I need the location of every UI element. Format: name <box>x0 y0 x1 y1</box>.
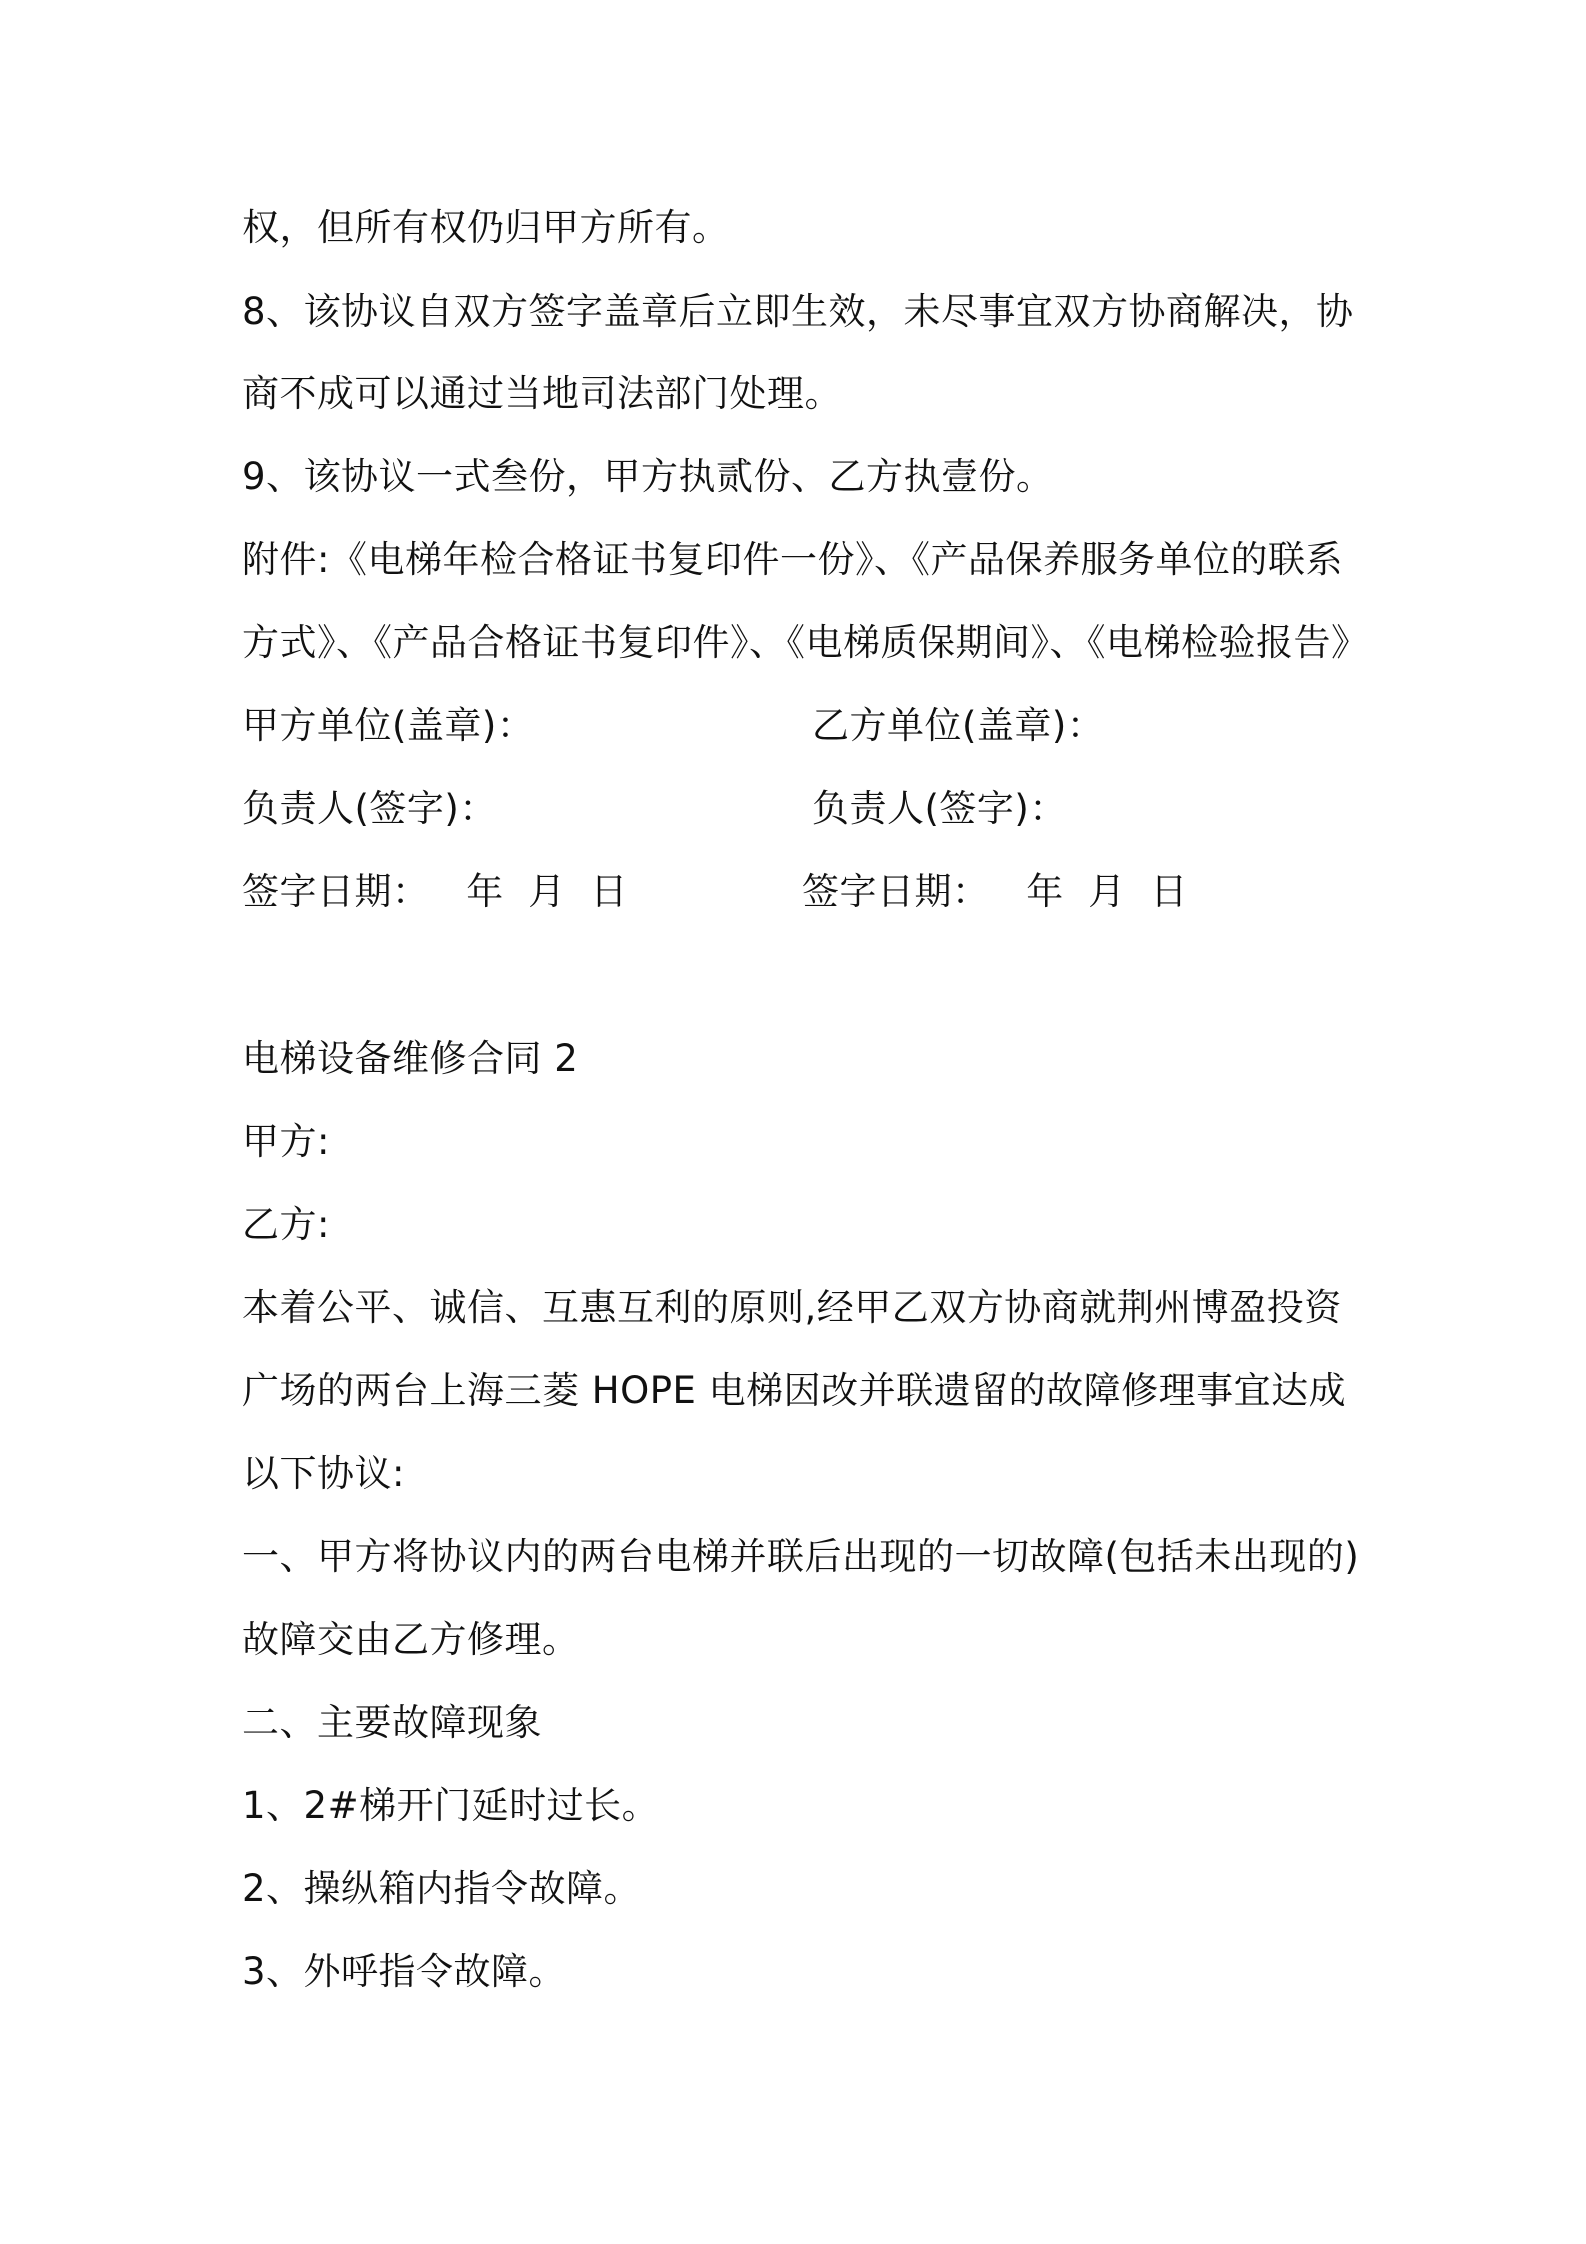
contract-2-party-b: 乙方: <box>242 1203 330 1246</box>
fault-item: 3、外呼指令故障。 <box>242 1950 567 1993</box>
fault-item: 2、操纵箱内指令故障。 <box>242 1867 642 1910</box>
attachment-line: 附件:《电梯年检合格证书复印件一份》、《产品保养服务单位的联系 <box>242 538 1343 581</box>
clause-1-line: 一、甲方将协议内的两台电梯并联后出现的一切故障(包括未出现的) <box>242 1535 1360 1578</box>
party-b-date-label: 签字日期： 年 月 日 <box>802 870 1188 913</box>
attachment-continuation: 方式》、《产品合格证书复印件》、《电梯质保期间》、《电梯检验报告》 <box>242 621 1369 664</box>
intro-line: 本着公平、诚信、互惠互利的原则,经甲乙双方协商就荆州博盈投资 <box>242 1286 1342 1329</box>
intro-line: 广场的两台上海三菱 HOPE 电梯因改并联遗留的故障修理事宜达成 <box>242 1369 1347 1412</box>
body-text-line: 权，但所有权仍归甲方所有。 <box>242 206 730 249</box>
party-a-unit-label: 甲方单位(盖章)： <box>242 704 535 747</box>
contract-2-title: 电梯设备维修合同 2 <box>242 1037 579 1080</box>
party-b-person-label: 负责人(签字)： <box>812 787 1067 830</box>
party-a-person-label: 负责人(签字)： <box>242 787 497 830</box>
clause-1-line: 故障交由乙方修理。 <box>242 1618 580 1661</box>
intro-line: 以下协议: <box>242 1452 405 1495</box>
party-b-unit-label: 乙方单位(盖章)： <box>812 704 1105 747</box>
party-a-date-label: 签字日期： 年 月 日 <box>242 870 628 913</box>
contract-2-party-a: 甲方: <box>242 1120 330 1163</box>
clause-2-heading: 二、主要故障现象 <box>242 1701 542 1744</box>
clause-9-line: 9、该协议一式叁份，甲方执贰份、乙方执壹份。 <box>242 455 1054 498</box>
clause-8-continuation: 商不成可以通过当地司法部门处理。 <box>242 372 842 415</box>
fault-item: 1、2#梯开门延时过长。 <box>242 1784 660 1827</box>
clause-8-line: 8、该协议自双方签字盖章后立即生效，未尽事宜双方协商解决，协 <box>242 290 1354 333</box>
